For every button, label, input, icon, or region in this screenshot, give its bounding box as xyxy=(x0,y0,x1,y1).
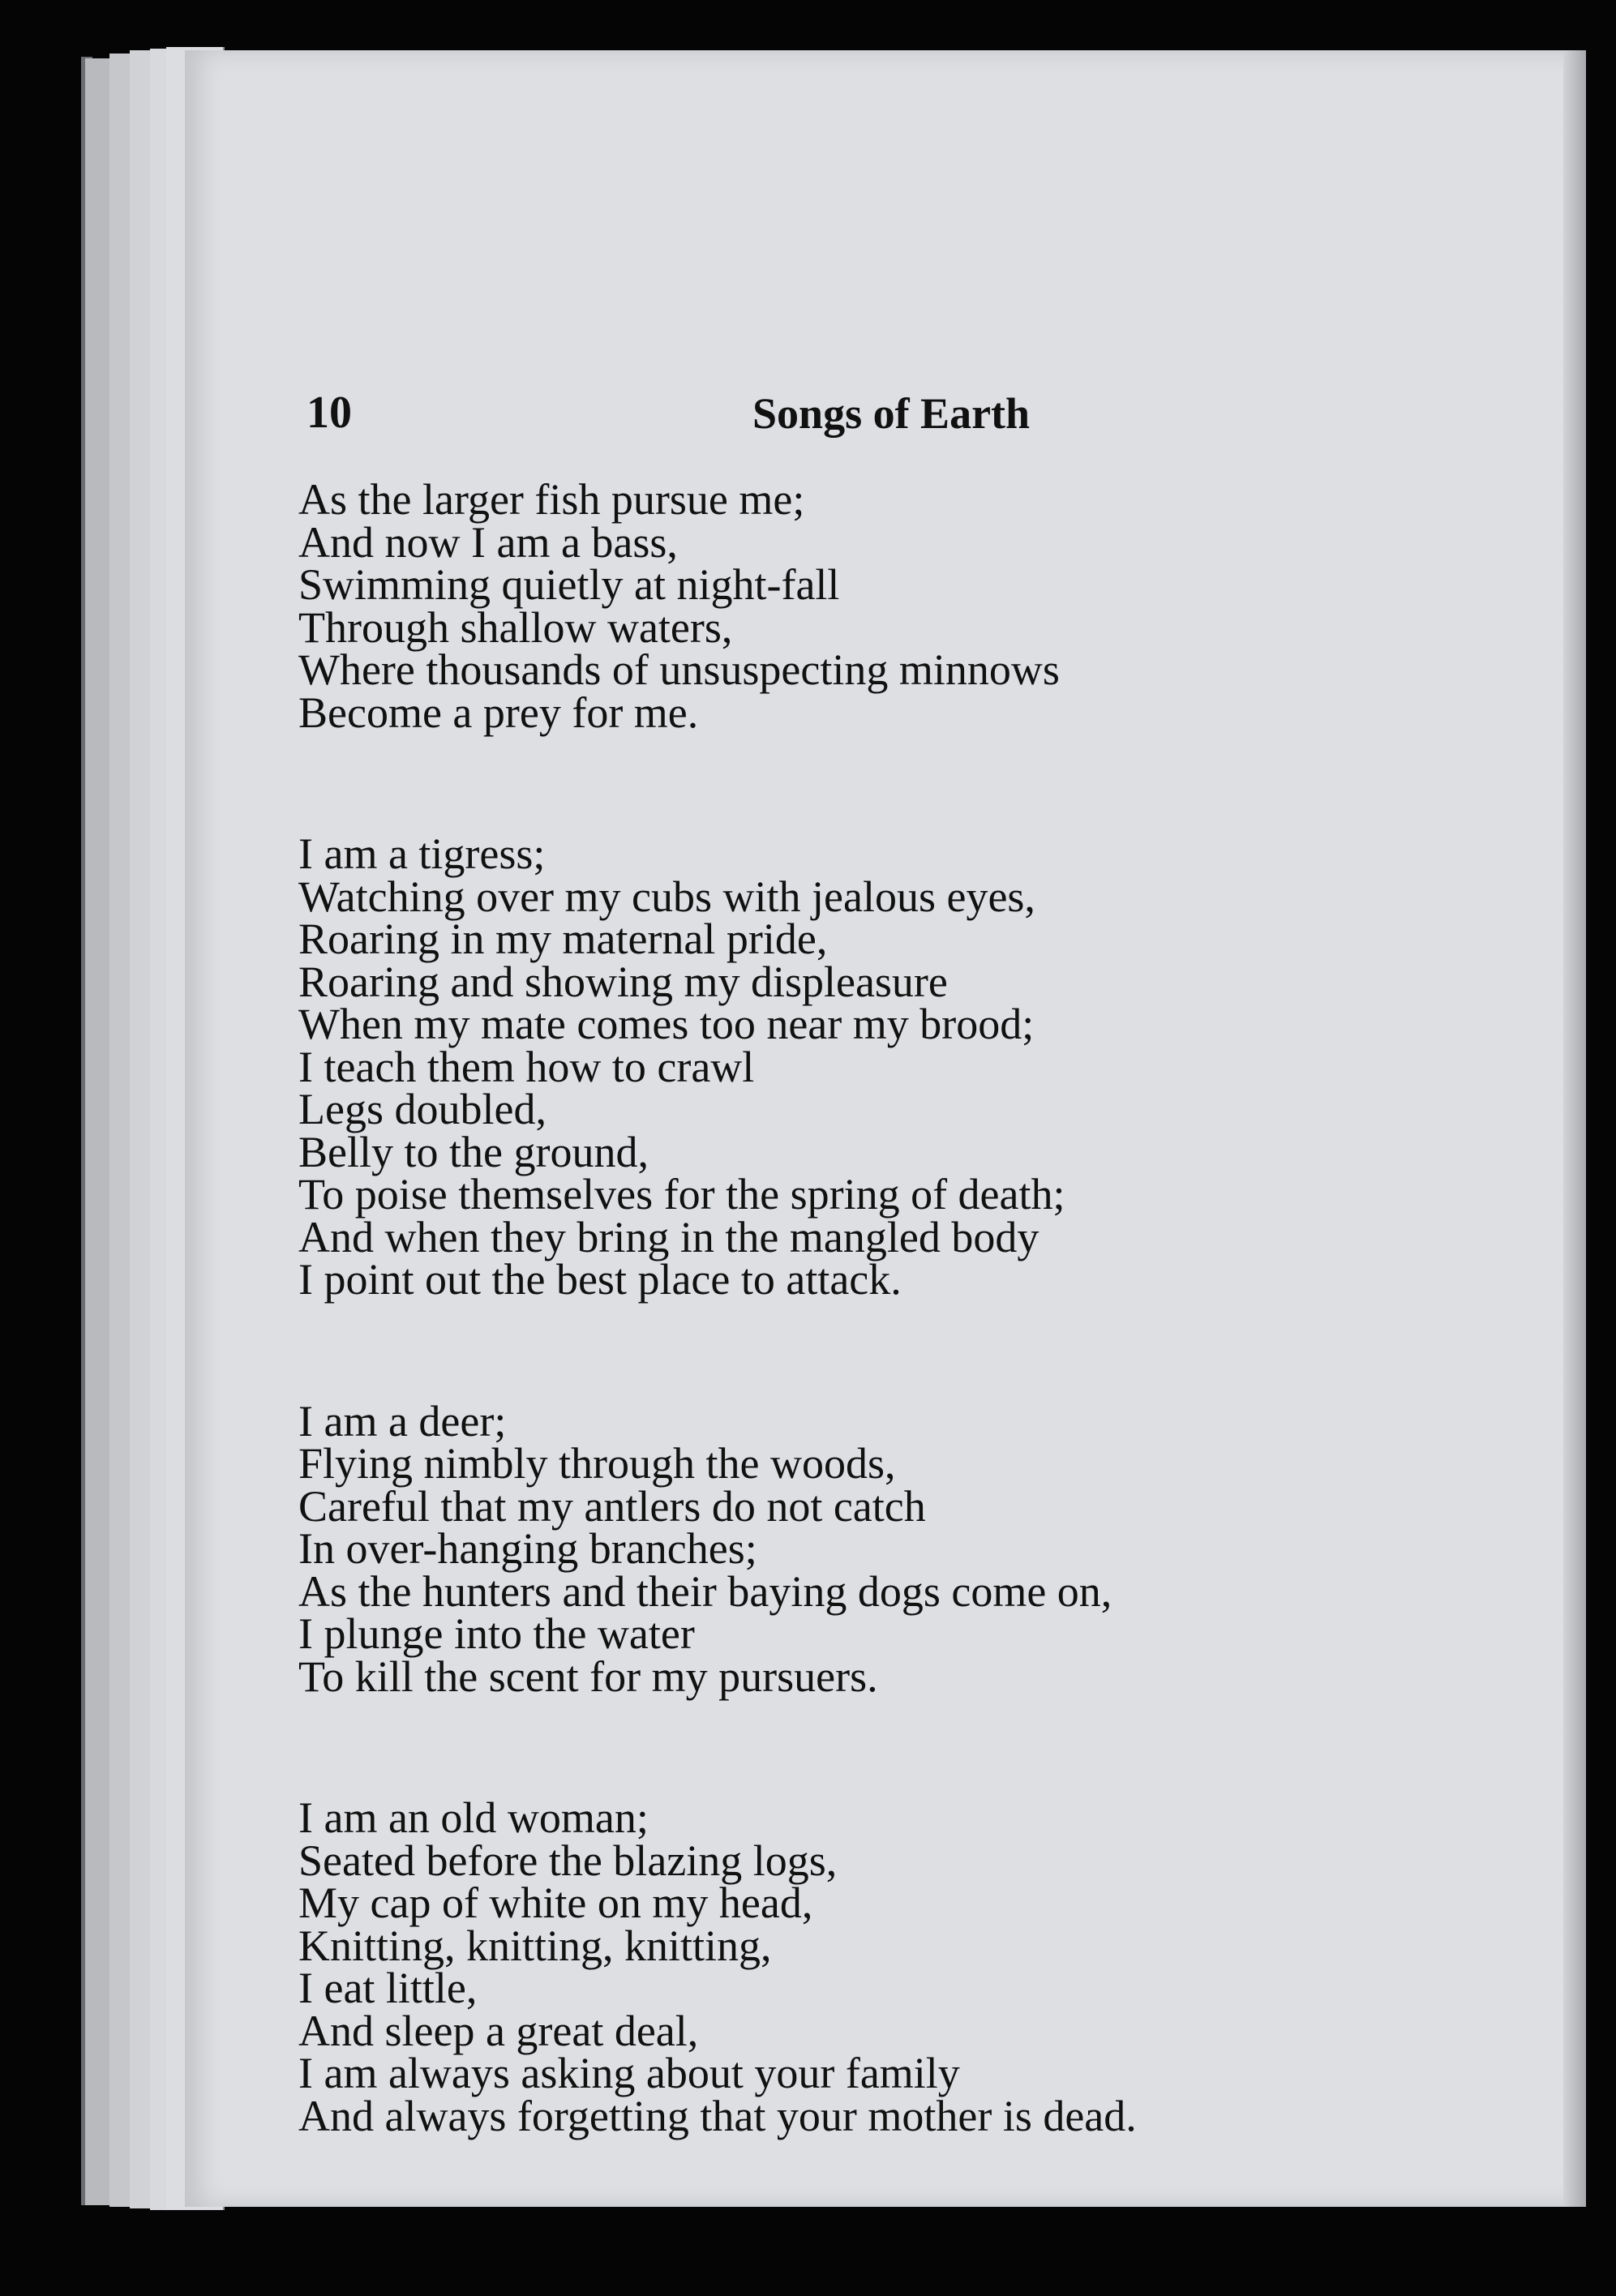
poem-body xyxy=(298,475,1547,2140)
poem-line: I am always asking about your family xyxy=(298,2049,960,2097)
poem-line: My cap of white on my head, xyxy=(298,1878,813,1927)
page-number: 10 xyxy=(306,388,352,438)
poem-line: When my mate comes too near my brood; xyxy=(298,1000,1035,1048)
poem-line: I teach them how to crawl xyxy=(298,1042,755,1091)
poem-line: I eat little, xyxy=(298,1964,478,2012)
poem-line: Roaring in my maternal pride, xyxy=(298,915,828,963)
poem-line: Swimming quietly at night-fall xyxy=(298,560,840,609)
running-title: Songs of Earth xyxy=(752,389,1031,438)
poem-line: And sleep a great deal, xyxy=(298,2006,699,2055)
poem-line: To kill the scent for my pursuers. xyxy=(298,1651,878,1701)
poem-line: Through shallow waters, xyxy=(298,602,733,652)
poem-line: As the hunters and their baying dogs come on, xyxy=(298,1566,1112,1616)
poem-line: I point out the best place to attack. xyxy=(298,1255,902,1304)
book-page xyxy=(185,50,1586,2207)
poem-line: In over-hanging branches; xyxy=(298,1524,757,1573)
poem-line: I am a deer; xyxy=(298,1396,507,1446)
poem-line: Become a prey for me. xyxy=(298,688,699,737)
poem-line: Knitting, knitting, knitting, xyxy=(298,1921,772,1970)
poem-line: Flying nimbly through the woods, xyxy=(298,1439,896,1488)
poem-line: Roaring and showing my displeasure xyxy=(298,957,948,1006)
poem-line: As the larger fish pursue me; xyxy=(298,475,805,524)
poem-line: Watching over my cubs with jealous eyes, xyxy=(298,872,1035,921)
poem-line: Legs doubled, xyxy=(298,1085,547,1133)
page-header xyxy=(185,371,1586,443)
stanza xyxy=(298,1793,1547,2140)
poem-line: I am a tigress; xyxy=(298,829,546,878)
poem-line: I am an old woman; xyxy=(298,1793,649,1842)
poem-line: Careful that my antlers do not catch xyxy=(298,1481,926,1531)
poem-line: And now I am a bass, xyxy=(298,517,678,567)
poem-line: And always forgetting that your mother is dead. xyxy=(298,2091,1137,2140)
stanza xyxy=(298,475,1547,737)
poem-line: Belly to the ground, xyxy=(298,1127,649,1176)
poem-line: Where thousands of unsuspecting minnows xyxy=(298,645,1060,694)
stanza xyxy=(298,1396,1547,1701)
poem-line: I plunge into the water xyxy=(298,1609,695,1658)
poem-line: To poise themselves for the spring of death; xyxy=(298,1170,1065,1219)
poem-line: And when they bring in the mangled body xyxy=(298,1212,1039,1262)
poem-line: Seated before the blazing logs, xyxy=(298,1836,838,1885)
stanza xyxy=(298,829,1547,1304)
